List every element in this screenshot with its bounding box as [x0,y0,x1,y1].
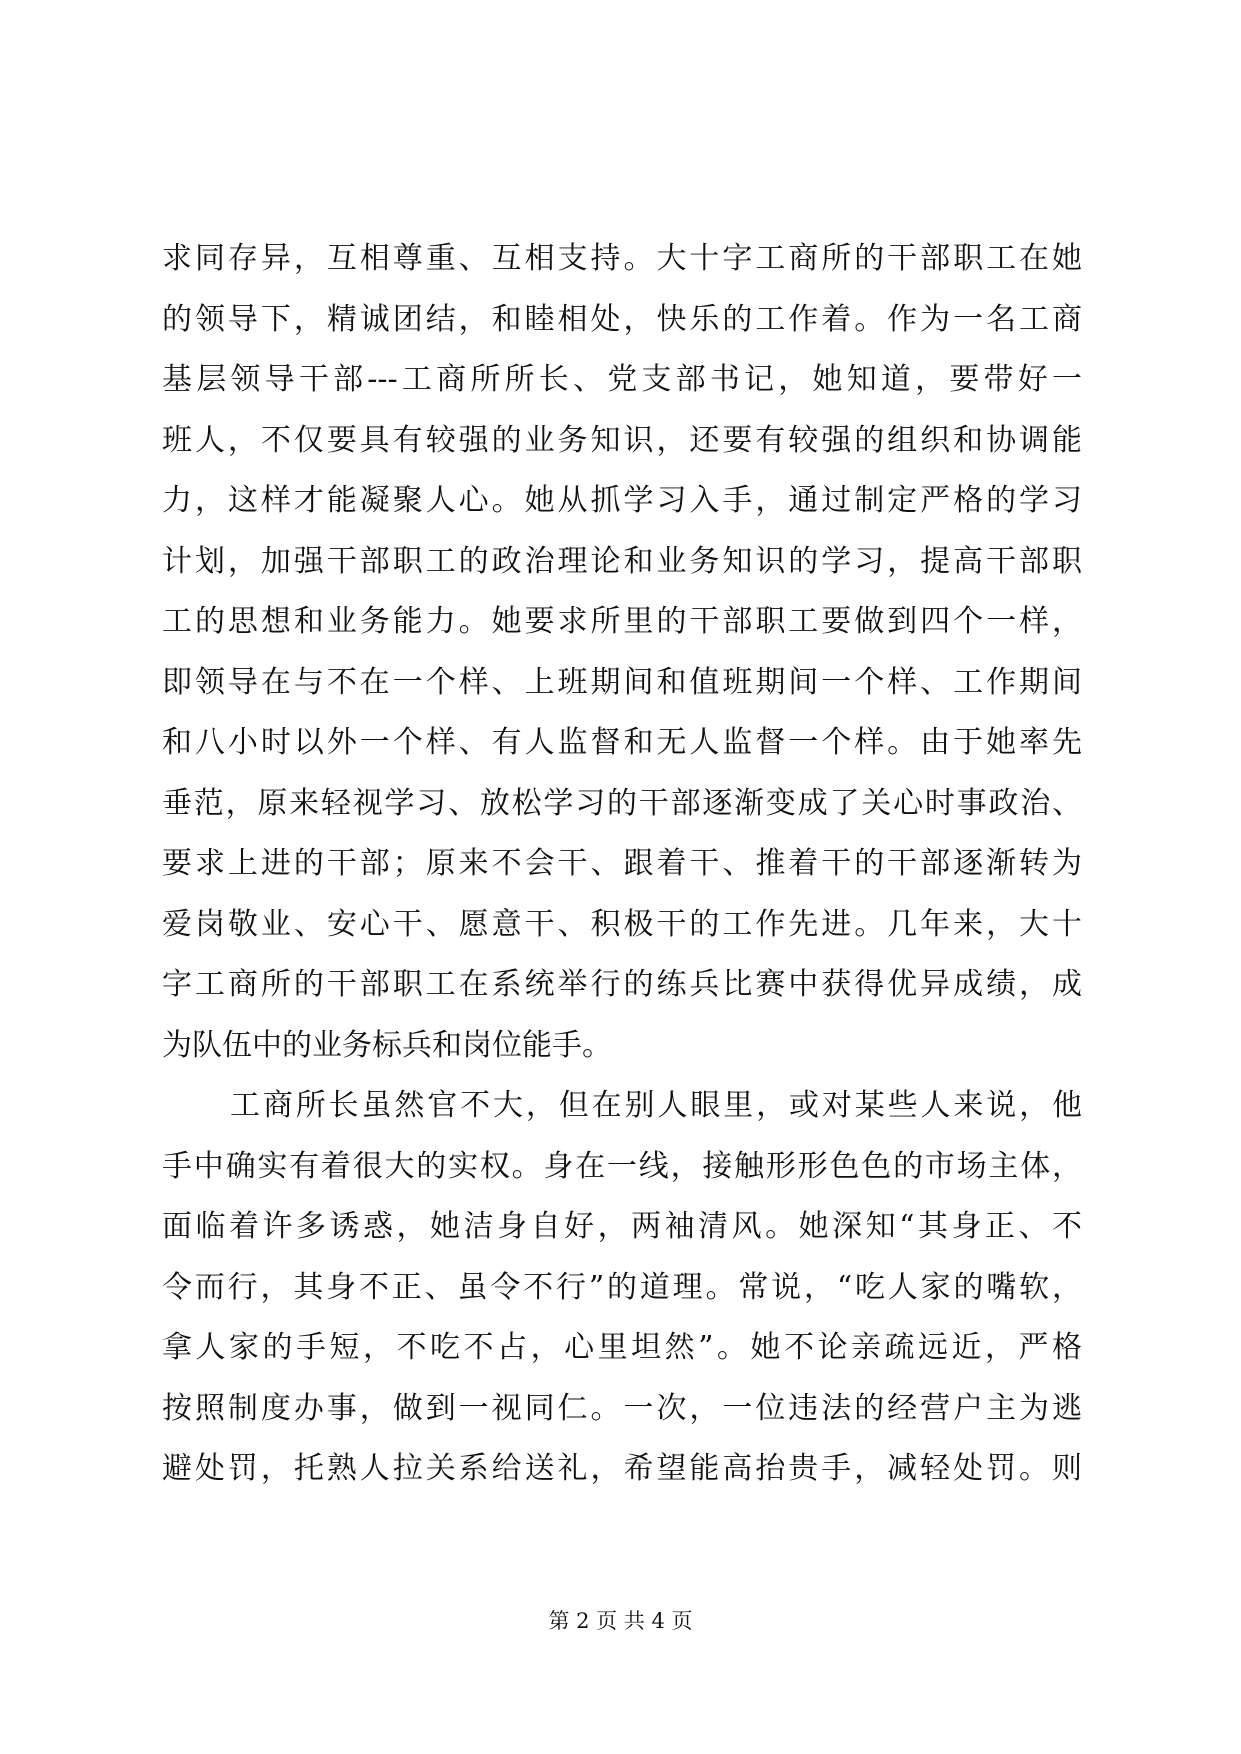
text-line: 面临着许多诱惑，她洁身自好，两袖清风。她深知“其身正、不 [162,1209,1082,1244]
text-line: 字工商所的干部职工在系统举行的练兵比赛中获得优异成绩，成 [162,967,1082,1002]
text-line: 力，这样才能凝聚人心。她从抓学习入手，通过制定严格的学习 [162,483,1082,518]
text-line: 计划，加强干部职工的政治理论和业务知识的学习，提高干部职 [162,543,1082,579]
page-footer [0,1605,1241,1635]
text-line: 求同存异，互相尊重、互相支持。大十字工商所的干部职工在她 [162,241,1082,276]
text-line: 工商所长虽然官不大，但在别人眼里，或对某些人来说，他 [230,1088,1082,1123]
text-line: 即领导在与不在一个样、上班期间和值班期间一个样、工作期间 [162,664,1082,700]
text-line: 班人，不仅要具有较强的业务知识，还要有较强的组织和协调能 [162,422,1082,458]
page-indicator: 第 2 页 共 4 页 [548,1609,693,1633]
text-line: 手中确实有着很大的实权。身在一线，接触形形色色的市场主体， [162,1148,1082,1184]
body-text [162,229,1082,1500]
text-line: 按照制度办事，做到一视同仁。一次，一位违法的经营户主为逃 [162,1390,1082,1426]
text-line: 拿人家的手短，不吃不占，心里坦然”。她不论亲疏远近，严格 [162,1330,1082,1365]
text-line: 工的思想和业务能力。她要求所里的干部职工要做到四个一样， [162,604,1082,639]
text-line: 的领导下，精诚团结，和睦相处，快乐的工作着。作为一名工商 [162,301,1082,337]
text-line: 和八小时以外一个样、有人监督和无人监督一个样。由于她率先 [162,725,1082,760]
text-line: 为队伍中的业务标兵和岗位能手。 [162,1027,612,1063]
text-line: 基层领导干部---工商所所长、党支部书记，她知道，要带好一 [162,362,1082,397]
text-line: 爱岗敬业、安心干、愿意干、积极干的工作先进。几年来，大十 [162,906,1082,942]
text-line: 垂范，原来轻视学习、放松学习的干部逐渐变成了关心时事政治、 [162,785,1082,821]
text-line: 令而行，其身不正、虽令不行”的道理。常说，“吃人家的嘴软， [162,1269,1082,1305]
text-line: 要求上进的干部；原来不会干、跟着干、推着干的干部逐渐转为 [162,846,1082,881]
text-line: 避处罚，托熟人拉关系给送礼，希望能高抬贵手，减轻处罚。则 [162,1451,1082,1486]
